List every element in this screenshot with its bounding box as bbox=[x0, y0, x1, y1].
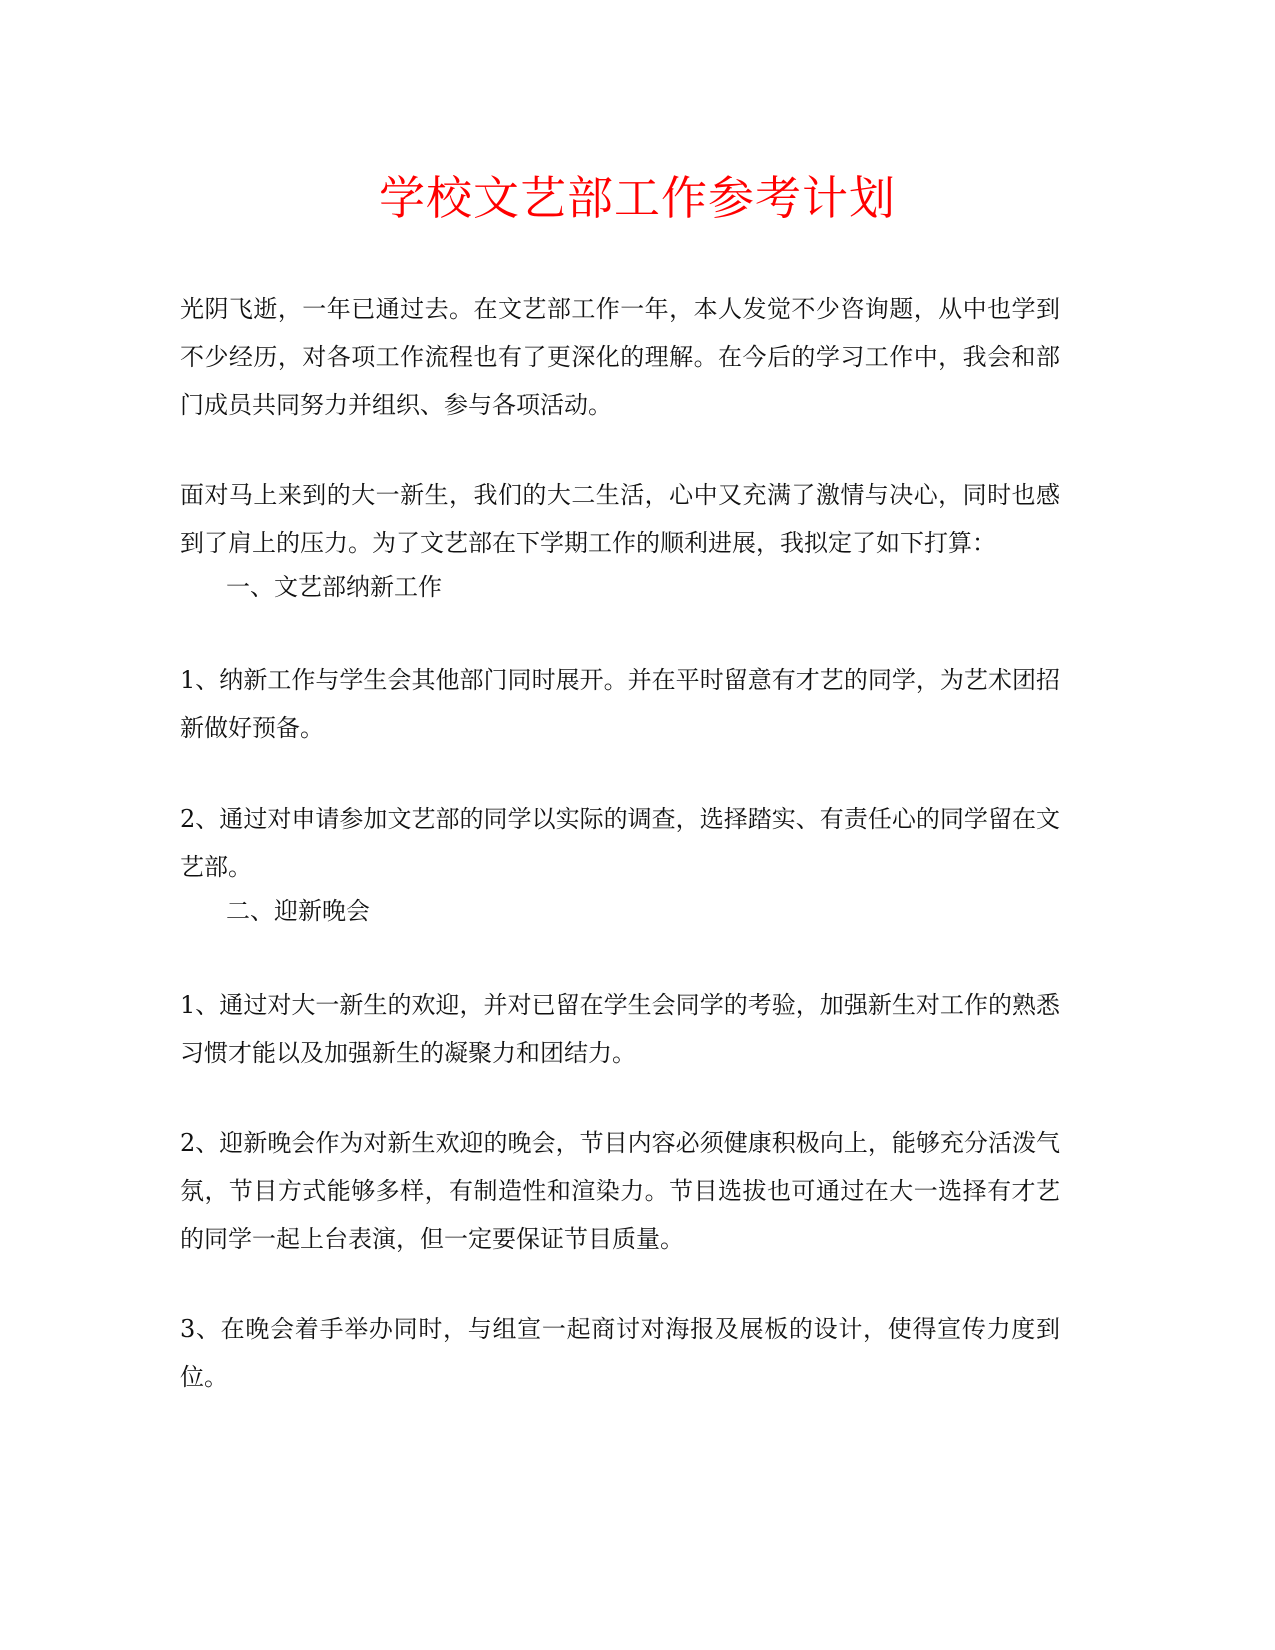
list-item-recruitment-1: 1、纳新工作与学生会其他部门同时展开。并在平时留意有才艺的同学，为艺术团招新做好预备。 bbox=[180, 666, 1060, 742]
paragraph-plan-intro: 面对马上来到的大一新生，我们的大二生活，心中又充满了激情与决心，同时也感到了肩上的压力。为了文艺部在下学期工作的顺利进展，我拟定了如下打算： bbox=[180, 481, 1060, 557]
document-title: 学校文艺部工作参考计划 bbox=[379, 171, 896, 225]
section-heading-welcome-party: 二、迎新晚会 bbox=[226, 897, 370, 925]
list-item-recruitment-2: 2、通过对申请参加文艺部的同学以实际的调查，选择踏实、有责任心的同学留在文艺部。 bbox=[180, 805, 1060, 881]
list-item-welcome-2: 2、迎新晚会作为对新生欢迎的晚会，节目内容必须健康积极向上，能够充分活泼气氛，节目方式能够多样，有制造性和渲染力。节目选拔也可通过在大一选择有才艺的同学一起上台表演，但一定要保证节目质量。 bbox=[180, 1129, 1060, 1253]
section-heading-recruitment: 一、文艺部纳新工作 bbox=[226, 573, 442, 601]
list-item-welcome-3: 3、在晚会着手举办同时，与组宣一起商讨对海报及展板的设计，使得宣传力度到位。 bbox=[180, 1315, 1060, 1391]
paragraph-intro: 光阴飞逝，一年已通过去。在文艺部工作一年，本人发觉不少咨询题，从中也学到不少经历，对各项工作流程也有了更深化的理解。在今后的学习工作中，我会和部门成员共同努力并组织、参与各项活动。 bbox=[180, 295, 1060, 419]
list-item-welcome-1: 1、通过对大一新生的欢迎，并对已留在学生会同学的考验，加强新生对工作的熟悉习惯才能以及加强新生的凝聚力和团结力。 bbox=[180, 991, 1060, 1067]
